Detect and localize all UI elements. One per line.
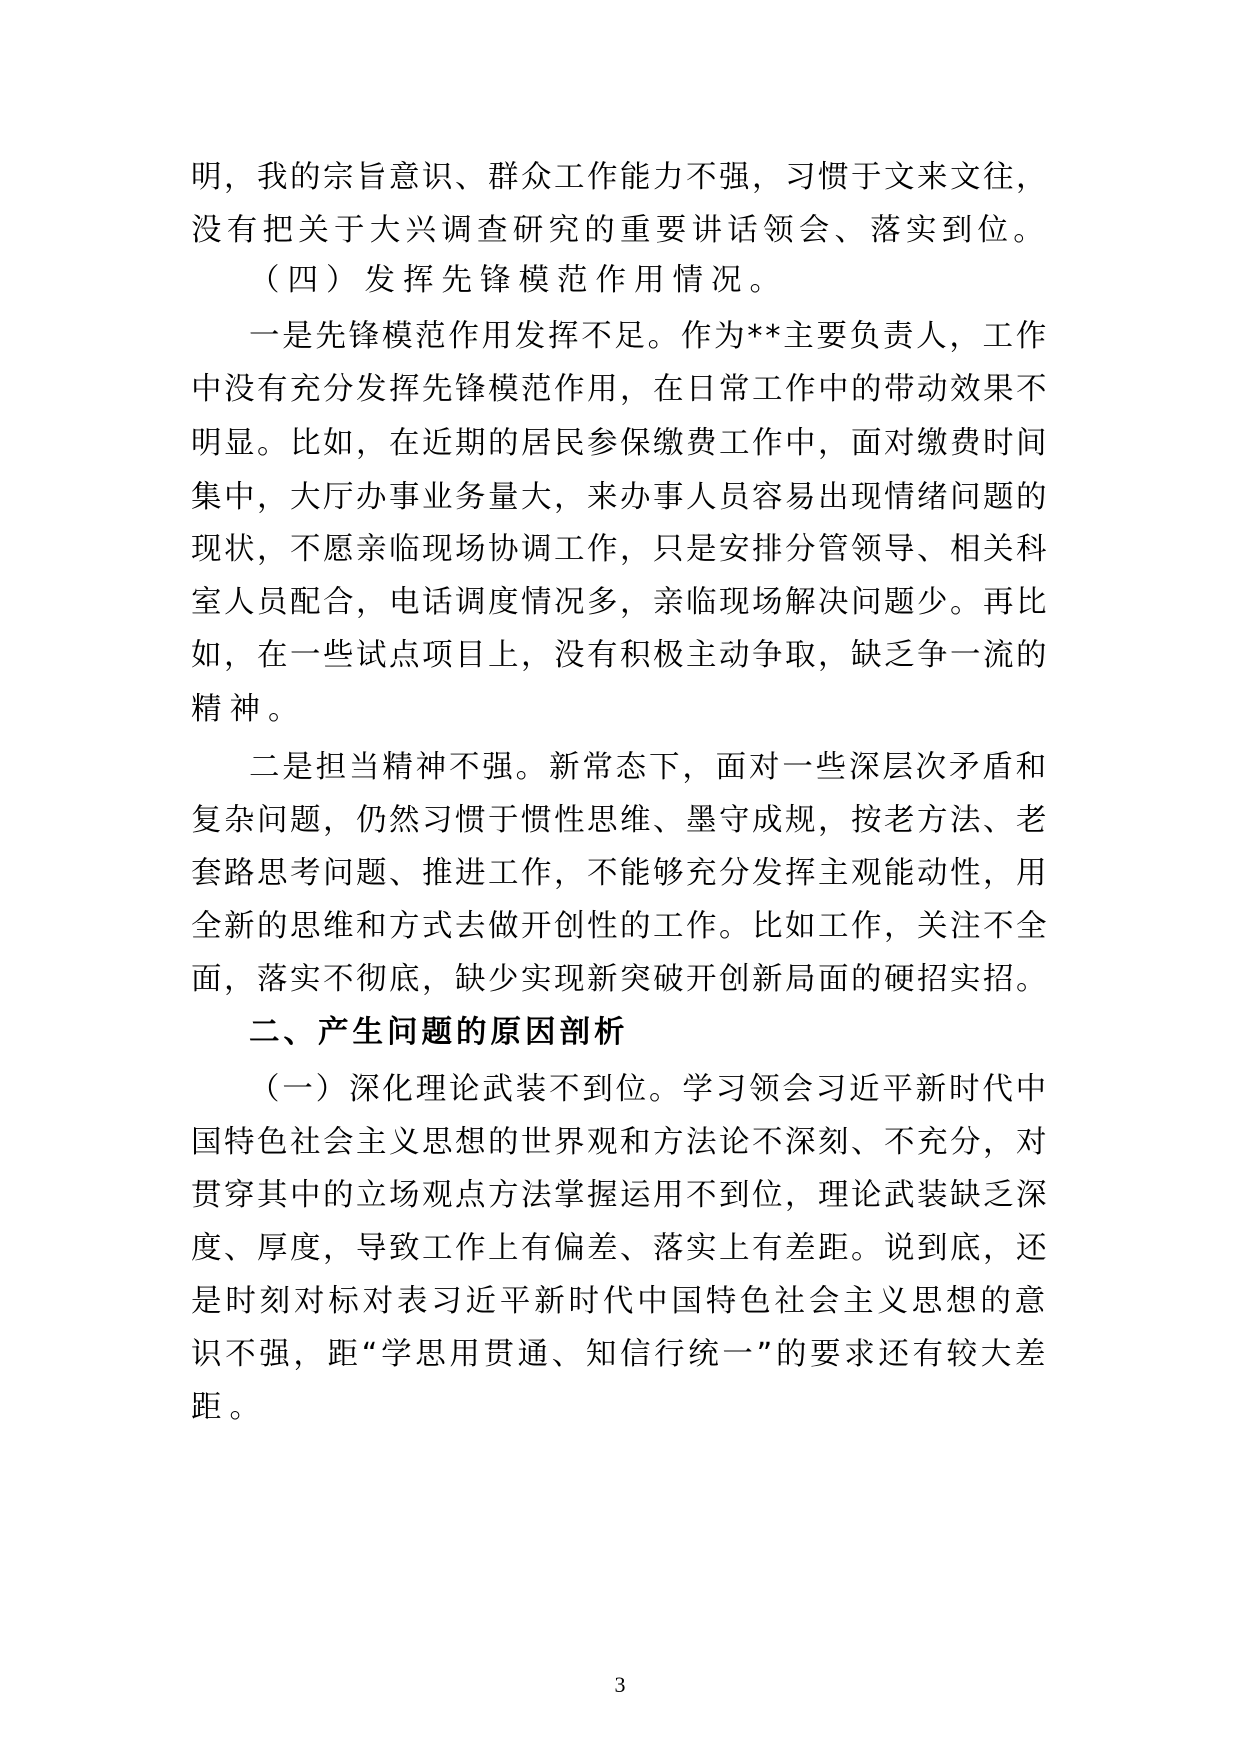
- body-line: 面，落实不彻底，缺少实现新突破开创新局面的硬招实招。: [191, 962, 1049, 997]
- body-line: 距。: [191, 1390, 268, 1425]
- body-line: 没有把关于大兴调查研究的重要讲话领会、落实到位。: [191, 213, 1049, 248]
- body-line: 明，我的宗旨意识、群众工作能力不强，习惯于文来文往，: [191, 160, 1049, 195]
- body-line: 中没有充分发挥先锋模范作用，在日常工作中的带动效果不: [191, 372, 1049, 407]
- body-line: 复杂问题，仍然习惯于惯性思维、墨守成规，按老方法、老: [191, 803, 1049, 838]
- body-line: 明显。比如，在近期的居民参保缴费工作中，面对缴费时间: [191, 426, 1049, 461]
- body-line: 室人员配合，电话调度情况多，亲临现场解决问题少。再比: [191, 585, 1049, 620]
- body-line: 识不强，距“学思用贯通、知信行统一”的要求还有较大差: [191, 1337, 1049, 1372]
- section-heading: 二、产生问题的原因剖析: [249, 1015, 629, 1050]
- subsection-heading: （四）发挥先锋模范作用情况。: [249, 263, 788, 298]
- body-line: 国特色社会主义思想的世界观和方法论不深刻、不充分，对: [191, 1125, 1049, 1160]
- body-line: 集中，大厅办事业务量大，来办事人员容易出现情绪问题的: [191, 480, 1049, 515]
- body-line: 现状，不愿亲临现场协调工作，只是安排分管领导、相关科: [191, 532, 1049, 567]
- page-number: 3: [614, 1672, 626, 1697]
- paragraph-first-line: 二是担当精神不强。新常态下，面对一些深层次矛盾和: [249, 750, 1049, 785]
- body-line: 度、厚度，导致工作上有偏差、落实上有差距。说到底，还: [191, 1231, 1049, 1266]
- body-line: 如，在一些试点项目上，没有积极主动争取，缺乏争一流的: [191, 638, 1049, 673]
- body-line: 套路思考问题、推进工作，不能够充分发挥主观能动性，用: [191, 856, 1049, 891]
- body-line: 全新的思维和方式去做开创性的工作。比如工作，关注不全: [191, 909, 1049, 944]
- body-line: 是时刻对标对表习近平新时代中国特色社会主义思想的意: [191, 1284, 1049, 1319]
- body-line: 贯穿其中的立场观点方法掌握运用不到位，理论武装缺乏深: [191, 1178, 1049, 1213]
- paragraph-first-line: 一是先锋模范作用发挥不足。作为**主要负责人，工作: [249, 319, 1049, 354]
- paragraph-first-line: （一）深化理论武装不到位。学习领会习近平新时代中: [249, 1072, 1049, 1107]
- body-line: 精神。: [191, 692, 307, 727]
